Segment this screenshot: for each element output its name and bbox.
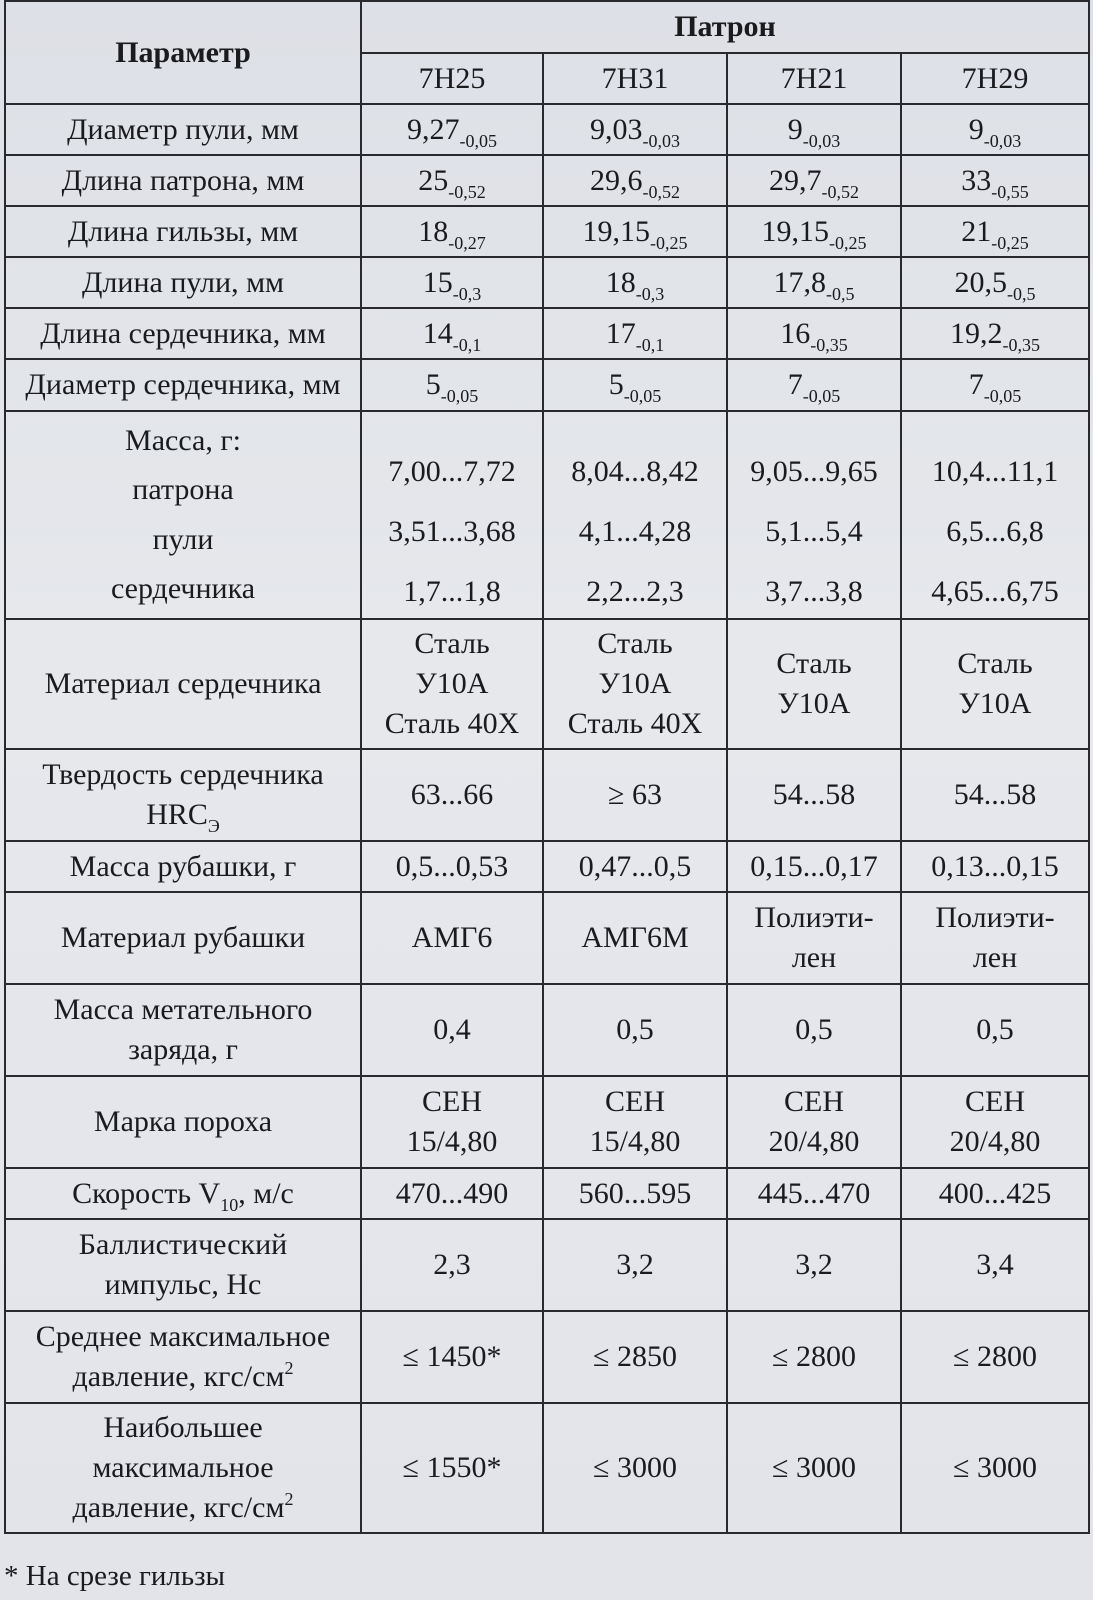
table-cell: 0,5	[901, 984, 1089, 1076]
table-cell: Сталь У10А	[901, 619, 1089, 749]
header-col-7n25: 7Н25	[361, 53, 543, 104]
table-cell: 560...595	[543, 1168, 727, 1219]
table-cell: 400...425	[901, 1168, 1089, 1219]
mass-label-bullet: пули	[152, 522, 214, 556]
row-label: Длина патрона, мм	[5, 155, 361, 206]
table-cell: 2,3	[361, 1219, 543, 1311]
row-label: Диаметр сердечника, мм	[5, 359, 361, 411]
row-label: Длина пули, мм	[5, 257, 361, 308]
table-cell: АМГ6М	[543, 892, 727, 984]
table-row	[5, 841, 1089, 892]
table-cell: Полиэти- лен	[727, 892, 901, 984]
mass-label-core: сердечника	[110, 572, 256, 606]
table-cell: $5_{-0,05}$	[361, 359, 543, 411]
row-label: Скорость $V_{10}$, м/с	[5, 1168, 361, 1219]
table-row	[5, 1076, 1089, 1168]
table-cell: $19,15_{-0,25}$	[543, 206, 727, 257]
table-row	[5, 308, 1089, 359]
table-cell: Сталь У10А	[727, 619, 901, 749]
table-row	[5, 206, 1089, 257]
row-label: Материал сердечника	[5, 619, 361, 749]
table-cell: ≤ 2850	[543, 1311, 727, 1403]
table-cell: $5_{-0,05}$	[543, 359, 727, 411]
table-cell: Сталь У10А Сталь 40Х	[543, 619, 727, 749]
row-label: Твердость сердечника $HRC_Э$	[5, 749, 361, 841]
table-row	[5, 892, 1089, 984]
table-cell: 0,5...0,53	[361, 841, 543, 892]
table-cell: 10,4...11,1 6,5...6,8 4,65...6,75	[901, 411, 1089, 619]
table-cell: $15_{-0,3}$	[361, 257, 543, 308]
row-label: Диаметр пули, мм	[5, 104, 361, 155]
table-cell: $21_{-0,25}$	[901, 206, 1089, 257]
table-cell: Сталь У10А Сталь 40Х	[361, 619, 543, 749]
table-cell: $14_{-0,1}$	[361, 308, 543, 359]
table-cell: $17,8_{-0,5}$	[727, 257, 901, 308]
table-cell: СЕН 20/4,80	[901, 1076, 1089, 1168]
table-cell: СЕН 15/4,80	[543, 1076, 727, 1168]
table-cell: $25_{-0,52}$	[361, 155, 543, 206]
header-col-7n29: 7Н29	[901, 53, 1089, 104]
table-cell: 445...470	[727, 1168, 901, 1219]
table-cell: СЕН 15/4,80	[361, 1076, 543, 1168]
row-label: Материал рубашки	[5, 892, 361, 984]
row-label: Длина гильзы, мм	[5, 206, 361, 257]
table-cell: ≤ 3000	[543, 1403, 727, 1533]
table-cell: ≤ 3000	[901, 1403, 1089, 1533]
table-cell: ≤ 2800	[727, 1311, 901, 1403]
table-cell: 0,5	[543, 984, 727, 1076]
table-cell: $17_{-0,1}$	[543, 308, 727, 359]
table-cell: $29,7_{-0,52}$	[727, 155, 901, 206]
table-cell: Полиэти- лен	[901, 892, 1089, 984]
table-cell: $9,27_{-0,05}$	[361, 104, 543, 155]
table-row	[5, 1168, 1089, 1219]
table-cell: $33_{-0,55}$	[901, 155, 1089, 206]
row-label-mass	[5, 411, 361, 619]
table-row	[5, 1403, 1089, 1533]
table-cell: 470...490	[361, 1168, 543, 1219]
table-cell: $7_{-0,05}$	[901, 359, 1089, 411]
header-col-7n21: 7Н21	[727, 53, 901, 104]
table-cell: $29,6_{-0,52}$	[543, 155, 727, 206]
table-cell: ≤ 1550*	[361, 1403, 543, 1533]
cartridge-spec-table	[4, 0, 1090, 1534]
table-cell: 3,2	[543, 1219, 727, 1311]
table-cell: $19,2_{-0,35}$	[901, 308, 1089, 359]
row-label: Масса метательного заряда, г	[5, 984, 361, 1076]
table-cell: 3,4	[901, 1219, 1089, 1311]
row-label: Марка пороха	[5, 1076, 361, 1168]
table-cell: 54...58	[727, 749, 901, 841]
footnote: * На срезе гильзы	[4, 1560, 226, 1592]
table-cell: $18_{-0,27}$	[361, 206, 543, 257]
table-cell: 0,4	[361, 984, 543, 1076]
table-cell: АМГ6	[361, 892, 543, 984]
table-cell: $9_{-0,03}$	[727, 104, 901, 155]
table-cell: $7_{-0,05}$	[727, 359, 901, 411]
table-cell: ≤ 1450*	[361, 1311, 543, 1403]
table-row-mass	[5, 411, 1089, 619]
table-row	[5, 984, 1089, 1076]
header-group: Патрон	[361, 1, 1089, 53]
table-row	[5, 1219, 1089, 1311]
table-cell: $20,5_{-0,5}$	[901, 257, 1089, 308]
table-cell: 7,00...7,72 3,51...3,68 1,7...1,8	[361, 411, 543, 619]
header-col-7n31: 7Н31	[543, 53, 727, 104]
table-cell: ≥ 63	[543, 749, 727, 841]
row-label: Длина сердечника, мм	[5, 308, 361, 359]
table-cell: 8,04...8,42 4,1...4,28 2,2...2,3	[543, 411, 727, 619]
table-cell: 0,15...0,17	[727, 841, 901, 892]
table-row	[5, 749, 1089, 841]
table-cell: СЕН 20/4,80	[727, 1076, 901, 1168]
table-row	[5, 359, 1089, 411]
table-cell: 54...58	[901, 749, 1089, 841]
header-param: Параметр	[5, 1, 361, 104]
table-cell: 63...66	[361, 749, 543, 841]
table-cell: 9,05...9,65 5,1...5,4 3,7...3,8	[727, 411, 901, 619]
table-cell: 3,2	[727, 1219, 901, 1311]
table-row	[5, 104, 1089, 155]
table-cell: $9,03_{-0,03}$	[543, 104, 727, 155]
table-cell: $19,15_{-0,25}$	[727, 206, 901, 257]
mass-label-cartridge: патрона	[132, 473, 234, 507]
table-row	[5, 257, 1089, 308]
table-cell: 0,47...0,5	[543, 841, 727, 892]
table-cell: $18_{-0,3}$	[543, 257, 727, 308]
row-label: Наибольшее максимальное давление, кгс/$см^2$	[5, 1403, 361, 1533]
row-label: Масса рубашки, г	[5, 841, 361, 892]
row-label: Среднее максимальное давление, кгс/$см^2$	[5, 1311, 361, 1403]
mass-title: Масса, г:	[125, 423, 241, 457]
row-label: Баллистический импульс, Нс	[5, 1219, 361, 1311]
table-cell: 0,13...0,15	[901, 841, 1089, 892]
table-cell: $9_{-0,03}$	[901, 104, 1089, 155]
table-row	[5, 619, 1089, 749]
table-cell: ≤ 3000	[727, 1403, 901, 1533]
table-cell: 0,5	[727, 984, 901, 1076]
table-row	[5, 155, 1089, 206]
table-cell: ≤ 2800	[901, 1311, 1089, 1403]
table-cell: $16_{-0,35}$	[727, 308, 901, 359]
table-row	[5, 1311, 1089, 1403]
